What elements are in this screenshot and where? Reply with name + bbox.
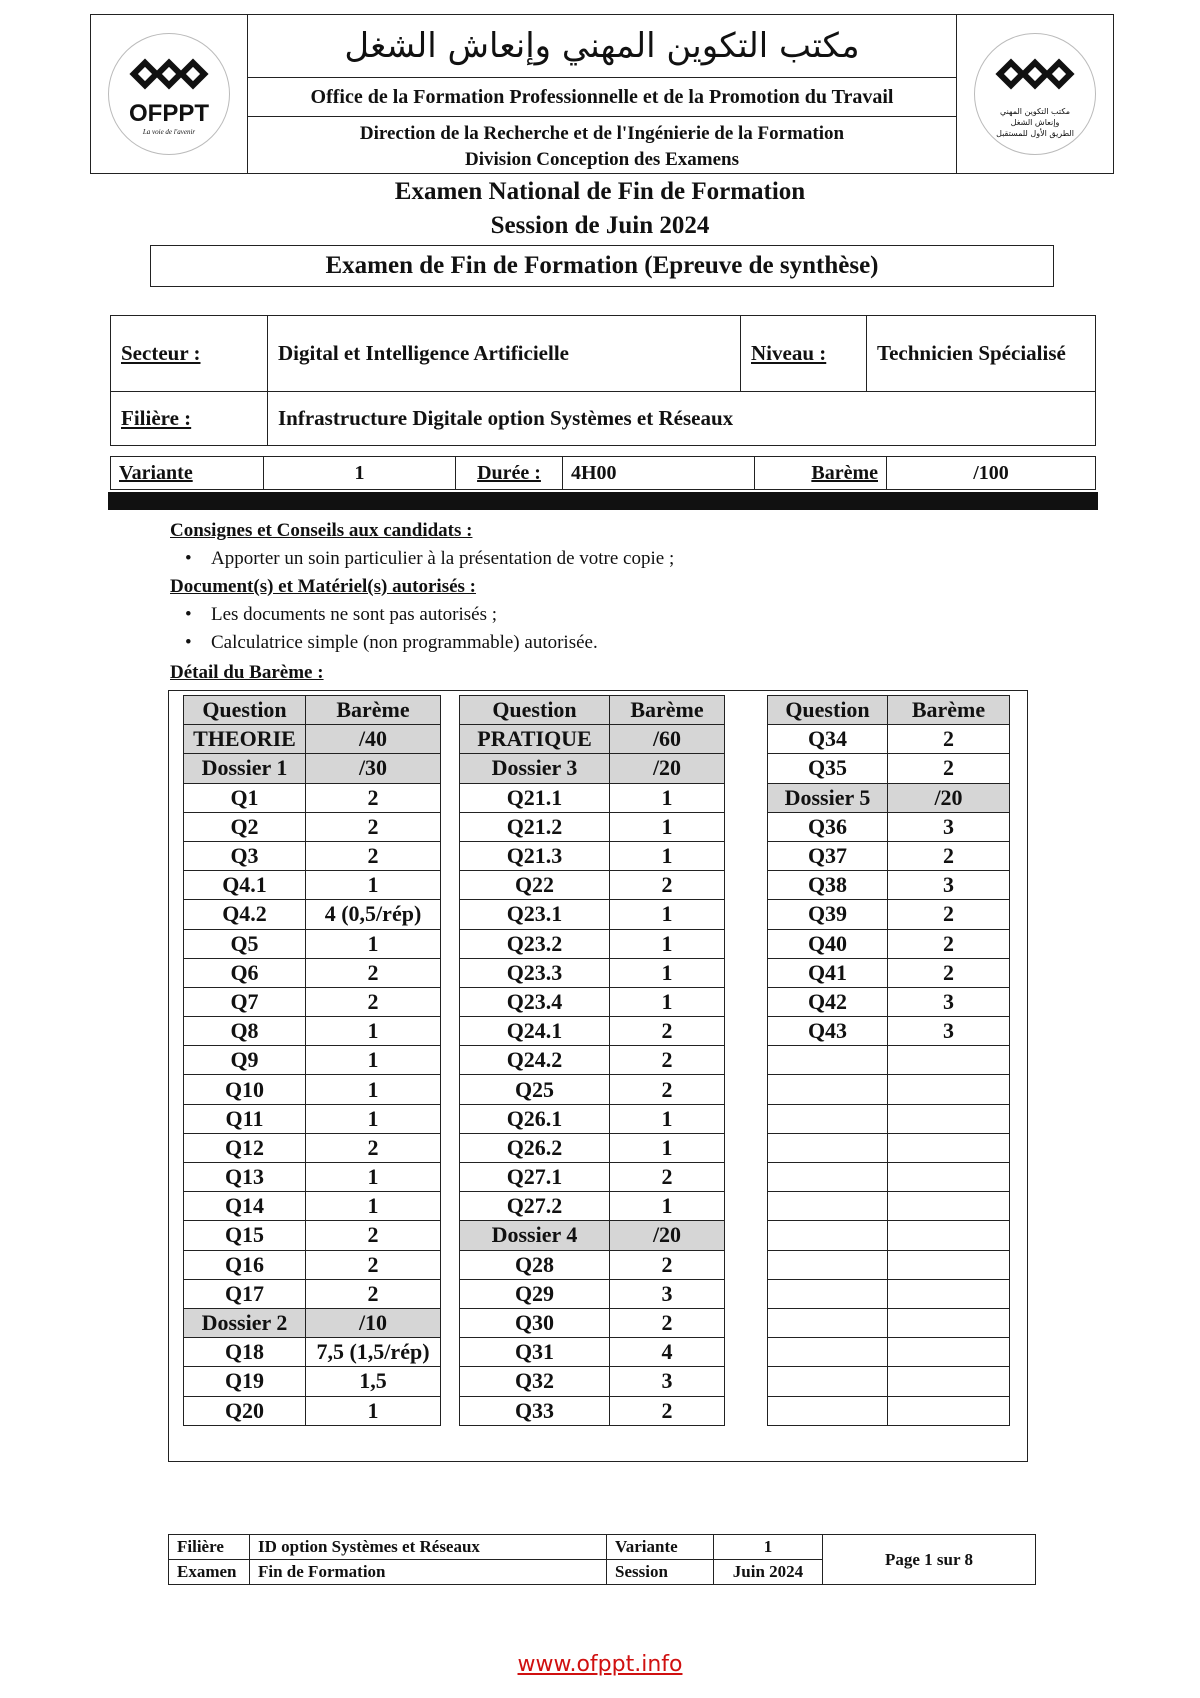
bareme-cell [888,1338,1010,1367]
question-cell: Q27.1 [460,1163,610,1192]
table-header-row [768,696,1010,725]
question-cell [768,1367,888,1396]
question-cell: Dossier 1 [184,754,306,783]
bareme-cell: 2 [888,929,1010,958]
document-item: • Calculatrice simple (non programmable) autorisée. [185,632,598,653]
table-row [768,1192,1010,1221]
table-row [460,1221,725,1250]
bareme-cell: 1 [610,929,725,958]
footer-session-value: Juin 2024 [714,1560,823,1585]
table-row [184,783,441,812]
bareme-table-3 [767,695,1010,1426]
exam-national-title: Examen National de Fin de Formation [394,178,806,205]
bareme-cell: 2 [306,1221,441,1250]
ofppt-logo-right [956,15,1113,173]
header-bareme: Barème [888,696,1010,725]
question-cell [768,1308,888,1337]
question-cell: Q38 [768,871,888,900]
table-row [184,1192,441,1221]
table-row [184,900,441,929]
question-cell: Q28 [460,1250,610,1279]
question-cell [768,1279,888,1308]
question-cell: Q21.1 [460,783,610,812]
footer-filiere-value: ID option Systèmes et Réseaux [250,1535,607,1560]
table-row [184,871,441,900]
question-cell: Q13 [184,1163,306,1192]
table-row [768,1075,1010,1104]
bareme-cell: 1 [610,987,725,1016]
bareme-cell: 7,5 (1,5/rép) [306,1338,441,1367]
bareme-cell [888,1104,1010,1133]
bareme-detail-title: Détail du Barème : [170,662,324,683]
bareme-cell [888,1308,1010,1337]
variante-row [110,456,1096,490]
table-row [768,900,1010,929]
bareme-cell: 1 [610,958,725,987]
bareme-cell: 3 [888,987,1010,1016]
bareme-cell: 2 [306,958,441,987]
bareme-label: Barème [811,461,878,484]
table-row [460,987,725,1016]
header-question: Question [768,696,888,725]
footer-table [168,1534,1036,1585]
question-cell: PRATIQUE [460,725,610,754]
table-row [460,1017,725,1046]
question-cell: Q26.1 [460,1104,610,1133]
bareme-cell: 3 [610,1279,725,1308]
ofppt-emblem-icon [109,34,229,104]
bareme-cell: 2 [610,1046,725,1075]
table-row [768,841,1010,870]
variante-label: Variante [119,461,193,484]
table-row [460,929,725,958]
bareme-cell: 1 [306,1192,441,1221]
niveau-value: Technicien Spécialisé [867,316,1096,392]
bareme-cell: 1 [610,1133,725,1162]
question-cell: Q30 [460,1308,610,1337]
bareme-table-1 [183,695,441,1426]
logo-arabic-text: مكتب التكوين المهني وإنعاش الشغل الطريق الأول للمستقبل [996,107,1074,138]
table-row [184,1279,441,1308]
question-cell: Q23.4 [460,987,610,1016]
question-cell: Q34 [768,725,888,754]
bareme-cell [888,1075,1010,1104]
header-box [90,14,1114,174]
bareme-cell: 2 [306,841,441,870]
bareme-cell: /20 [610,1221,725,1250]
bareme-cell: 4 [610,1338,725,1367]
question-cell: Q21.2 [460,812,610,841]
question-cell: Q32 [460,1367,610,1396]
question-cell: Q25 [460,1075,610,1104]
footer-page: Page 1 sur 8 [823,1535,1036,1585]
table-row [768,1046,1010,1075]
question-cell: Q26.2 [460,1133,610,1162]
bareme-cell [888,1133,1010,1162]
bareme-cell [888,1046,1010,1075]
table-row [768,871,1010,900]
bareme-cell: 1,5 [306,1367,441,1396]
table-row [460,1279,725,1308]
bareme-cell: 2 [888,841,1010,870]
table-row [460,1250,725,1279]
bareme-cell: 1 [306,1396,441,1425]
table-row [184,987,441,1016]
question-cell: Q8 [184,1017,306,1046]
footer-session-label: Session [607,1560,714,1585]
footer-examen-label: Examen [169,1560,250,1585]
bareme-cell [888,1163,1010,1192]
bareme-cell: /60 [610,725,725,754]
bareme-cell: 2 [610,1075,725,1104]
bareme-table-2 [459,695,725,1426]
question-cell: Dossier 4 [460,1221,610,1250]
table-row [768,1221,1010,1250]
question-cell: Q39 [768,900,888,929]
question-cell: Q12 [184,1133,306,1162]
bareme-value: /100 [887,457,1096,490]
bareme-cell: 2 [610,871,725,900]
question-cell: Dossier 3 [460,754,610,783]
table-row [184,754,441,783]
black-divider-bar [108,492,1098,510]
bareme-cell: 3 [888,1017,1010,1046]
table-row [768,958,1010,987]
filiere-label: Filière : [121,406,192,430]
question-cell: Dossier 2 [184,1308,306,1337]
table-row [768,754,1010,783]
bareme-cell: 2 [306,1133,441,1162]
table-row [460,1133,725,1162]
question-cell: Q5 [184,929,306,958]
ofppt-emblem-icon [975,34,1095,104]
bareme-cell: 1 [610,1192,725,1221]
table-row [460,900,725,929]
bareme-cell: /10 [306,1308,441,1337]
bareme-cell: 1 [306,1046,441,1075]
table-row [460,1396,725,1425]
bareme-cell: 2 [888,958,1010,987]
question-cell: Q42 [768,987,888,1016]
table-row [184,958,441,987]
niveau-label: Niveau : [751,341,827,365]
table-row [768,1017,1010,1046]
question-cell: Q18 [184,1338,306,1367]
question-cell: Q31 [460,1338,610,1367]
question-cell: Dossier 5 [768,783,888,812]
table-row [768,1396,1010,1425]
consignes-title: Consignes et Conseils aux candidats : [170,520,473,541]
table-row [184,812,441,841]
header-bareme: Barème [610,696,725,725]
table-row [460,841,725,870]
secteur-value: Digital et Intelligence Artificielle [268,316,741,392]
bareme-cell [888,1396,1010,1425]
table-row [184,929,441,958]
secteur-label: Secteur : [121,341,201,365]
ofppt-logo-left [91,15,248,173]
bareme-cell: 1 [306,929,441,958]
question-cell: Q37 [768,841,888,870]
logo-tagline: La voie de l'avenir [142,128,196,136]
bareme-cell: 1 [610,783,725,812]
question-cell: Q4.2 [184,900,306,929]
footer-examen-value: Fin de Formation [250,1560,607,1585]
footer-filiere-label: Filière [169,1535,250,1560]
bareme-cell [888,1250,1010,1279]
bareme-cell [888,1221,1010,1250]
table-row [460,1163,725,1192]
table-row [460,1367,725,1396]
bareme-cell: /20 [888,783,1010,812]
table-row [460,1046,725,1075]
table-header-row [460,696,725,725]
table-row [184,725,441,754]
bareme-cell: /40 [306,725,441,754]
bareme-cell: 2 [610,1250,725,1279]
table-row [768,1133,1010,1162]
bareme-cell: 1 [306,871,441,900]
table-header-row [184,696,441,725]
exam-info-table [110,315,1096,446]
question-cell: Q22 [460,871,610,900]
table-row [460,754,725,783]
bareme-cell: 1 [306,1104,441,1133]
question-cell: Q24.1 [460,1017,610,1046]
question-cell: Q20 [184,1396,306,1425]
division-name: Division Conception des Examens [465,149,739,170]
duree-value: 4H00 [563,457,755,490]
direction-name: Direction de la Recherche et de l'Ingénierie de la Formation [359,123,845,144]
table-row [768,1104,1010,1133]
bareme-cell: 2 [306,783,441,812]
bareme-cell: 1 [306,1163,441,1192]
table-row [460,958,725,987]
question-cell: Q29 [460,1279,610,1308]
documents-title: Document(s) et Matériel(s) autorisés : [170,576,477,597]
footer-variante-value: 1 [714,1535,823,1560]
bareme-cell: 3 [888,812,1010,841]
logo-name: OFPPT [128,100,209,127]
bareme-cell: 2 [610,1308,725,1337]
question-cell: Q1 [184,783,306,812]
table-row [184,1163,441,1192]
bareme-cell: 2 [610,1017,725,1046]
table-row [184,1338,441,1367]
header-question: Question [460,696,610,725]
bareme-cell: 2 [306,1279,441,1308]
table-row [768,987,1010,1016]
question-cell [768,1163,888,1192]
bareme-cell: 1 [306,1075,441,1104]
bareme-cell: 1 [610,812,725,841]
table-row [768,725,1010,754]
table-row [184,1046,441,1075]
table-row [184,1133,441,1162]
table-row [768,1279,1010,1308]
header-bareme: Barème [306,696,441,725]
question-cell: Q24.2 [460,1046,610,1075]
question-cell: Q41 [768,958,888,987]
question-cell [768,1104,888,1133]
table-row [460,812,725,841]
bareme-cell [888,1367,1010,1396]
table-row [768,812,1010,841]
arabic-title: مكتب التكوين المهني وإنعاش الشغل [247,15,957,78]
bareme-detail-box [168,690,1028,1462]
table-row [184,1396,441,1425]
question-cell: Q4.1 [184,871,306,900]
question-cell: Q15 [184,1221,306,1250]
bareme-cell: 2 [610,1396,725,1425]
question-cell: Q10 [184,1075,306,1104]
bareme-cell: 2 [306,1250,441,1279]
table-row [768,1308,1010,1337]
question-cell [768,1221,888,1250]
question-cell: THEORIE [184,725,306,754]
question-cell [768,1075,888,1104]
table-row [184,1017,441,1046]
question-cell [768,1046,888,1075]
duree-label: Durée : [477,461,541,484]
question-cell: Q11 [184,1104,306,1133]
ofppt-website-link[interactable]: www.ofppt.info [517,1652,683,1677]
table-row [184,1250,441,1279]
question-cell: Q35 [768,754,888,783]
exam-banner: Examen de Fin de Formation (Epreuve de synthèse) [150,245,1054,287]
table-row [460,725,725,754]
bareme-cell: /20 [610,754,725,783]
table-row [460,1104,725,1133]
filiere-value: Infrastructure Digitale option Systèmes et Réseaux [268,392,1096,446]
bareme-cell: 2 [888,900,1010,929]
header-question: Question [184,696,306,725]
question-cell: Q33 [460,1396,610,1425]
bareme-cell: /30 [306,754,441,783]
table-row [460,1338,725,1367]
table-row [184,1367,441,1396]
table-row [184,841,441,870]
question-cell: Q7 [184,987,306,1016]
table-row [768,929,1010,958]
question-cell: Q9 [184,1046,306,1075]
bareme-cell: 2 [888,725,1010,754]
question-cell: Q27.2 [460,1192,610,1221]
document-item: • Les documents ne sont pas autorisés ; [185,604,498,625]
table-row [768,1367,1010,1396]
question-cell: Q23.1 [460,900,610,929]
bareme-cell: 2 [306,987,441,1016]
bareme-cell: 4 (0,5/rép) [306,900,441,929]
bareme-cell: 3 [888,871,1010,900]
footer-variante-label: Variante [607,1535,714,1560]
question-cell: Q23.3 [460,958,610,987]
question-cell [768,1396,888,1425]
bareme-cell [888,1192,1010,1221]
table-row [460,1075,725,1104]
table-row [768,1338,1010,1367]
bareme-cell: 1 [610,900,725,929]
bareme-cell: 1 [610,841,725,870]
bareme-cell [888,1279,1010,1308]
question-cell [768,1338,888,1367]
question-cell: Q21.3 [460,841,610,870]
table-row [460,871,725,900]
table-row [768,1163,1010,1192]
table-row [768,783,1010,812]
question-cell: Q36 [768,812,888,841]
bareme-cell: 1 [306,1017,441,1046]
bareme-cell: 2 [888,754,1010,783]
question-cell: Q14 [184,1192,306,1221]
consigne-item: • Apporter un soin particulier à la présentation de votre copie ; [185,548,675,569]
question-cell [768,1133,888,1162]
session-title: Session de Juin 2024 [490,212,710,239]
table-row [460,1308,725,1337]
question-cell: Q16 [184,1250,306,1279]
table-row [460,1192,725,1221]
bareme-cell: 2 [306,812,441,841]
question-cell: Q19 [184,1367,306,1396]
question-cell: Q17 [184,1279,306,1308]
question-cell: Q6 [184,958,306,987]
bareme-cell: 2 [610,1163,725,1192]
question-cell: Q40 [768,929,888,958]
table-row [768,1250,1010,1279]
question-cell: Q2 [184,812,306,841]
table-row [460,783,725,812]
table-row [184,1308,441,1337]
office-name: Office de la Formation Professionnelle et de la Promotion du Travail [247,78,957,117]
variante-value: 1 [264,457,456,490]
question-cell: Q3 [184,841,306,870]
bareme-cell: 1 [610,1104,725,1133]
bareme-cell: 3 [610,1367,725,1396]
question-cell [768,1192,888,1221]
question-cell: Q23.2 [460,929,610,958]
table-row [184,1221,441,1250]
table-row [184,1075,441,1104]
table-row [184,1104,441,1133]
question-cell: Q43 [768,1017,888,1046]
question-cell [768,1250,888,1279]
